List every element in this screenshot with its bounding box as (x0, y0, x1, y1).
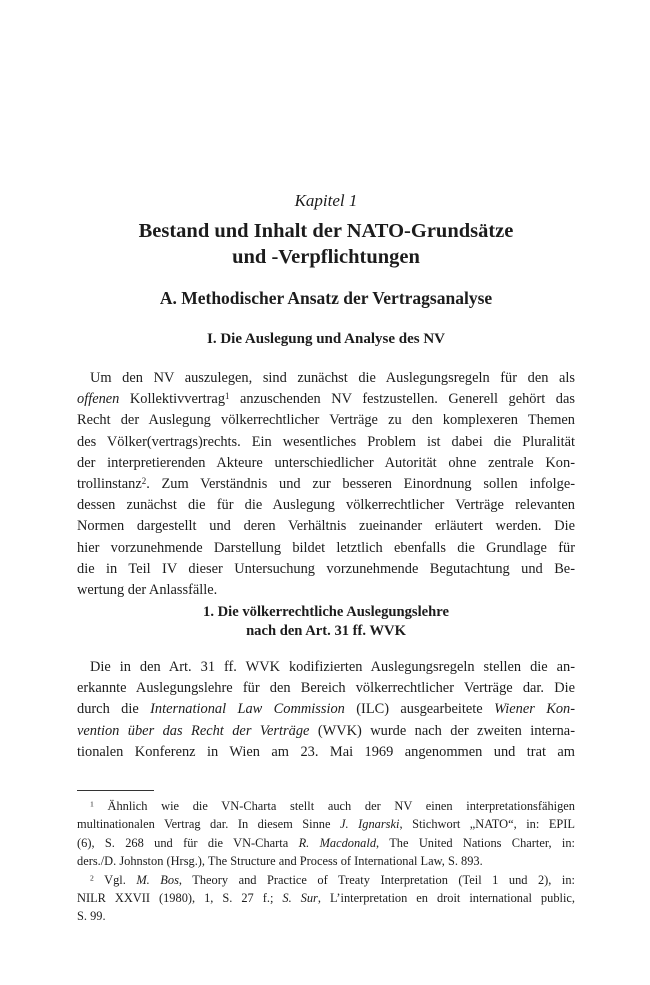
text-run: Ähnlich wie die VN-Charta stellt auch der NV einen interpretationsfähigen (93, 799, 575, 813)
italic-author: M. Bos (136, 872, 179, 887)
text-run: durch die (77, 701, 151, 718)
footnote-1-line (77, 797, 575, 815)
text-line: Um den NV auszulegen, sind zunächst die Auslegungsregeln für den als (90, 370, 575, 386)
text-line: der interpretierenden Akteure unterschiedlicher Autorität ohne zentrale Kon- (77, 454, 575, 471)
text-line: die in Teil IV dieser Untersuchung vorzunehmende Begutachtung und Be- (77, 560, 575, 577)
footnote-ref-1[interactable]: 1 (225, 391, 230, 402)
section-a-heading: A. Methodischer Ansatz der Vertragsanalyse (159, 288, 493, 308)
footnote-number: 2 (90, 873, 94, 883)
subsection-1-line-2: nach den Art. 31 ff. WVK (246, 623, 406, 639)
text-line (77, 699, 575, 720)
text-line: Die in den Art. 31 ff. WVK kodifizierten Auslegungsregeln stellen die an- (90, 659, 575, 675)
text-run: multinationalen Vertrag dar. In diesem Sinne (77, 817, 341, 832)
text-run: (WVK) wurde nach der zweiten interna- (309, 722, 575, 739)
italic-author: S. Sur (282, 891, 318, 906)
text-line: Normen dargestellt und deren Verhältnis zueinander erläutert werden. Die (77, 518, 575, 535)
text-run: (ILC) ausgearbeitete (344, 701, 495, 718)
chapter-label: Kapitel 1 (294, 191, 358, 210)
chapter-title (77, 218, 575, 270)
paragraph-1 (77, 368, 575, 601)
section-i-heading: I. Die Auslegung und Analyse des NV (207, 331, 445, 347)
text-run: trollinstanz (77, 476, 142, 493)
text-run: . Zum Verständnis und zur besseren Einordnung sollen infolge- (146, 476, 575, 493)
text-line: wertung der Anlassfälle. (77, 582, 218, 599)
footnote-1-line: ders./D. Johnston (Hrsg.), The Structure and Process of International Law, S. 893. (77, 854, 483, 869)
text-run: (6), S. 268 und für die VN-Charta (77, 835, 299, 850)
footnote-ref-2[interactable]: 2 (141, 476, 147, 486)
text-line: des Völker(vertrags)rechts. Ein wesentliches Problem ist dabei die Pluralität (77, 433, 575, 450)
text-line (77, 474, 575, 495)
text-line (77, 721, 575, 742)
footnote-2-line: S. 99. (77, 909, 106, 924)
text-line: erkannte Auslegungslehre für den Bereich völkerrechtlicher Verträge dar. Die (77, 680, 575, 697)
chapter-title-line-2: und -Verpflichtungen (232, 246, 420, 268)
italic-term: offenen (77, 391, 120, 408)
footnote-1-line (77, 834, 575, 852)
italic-author: R. Macdonald (298, 835, 377, 850)
footnote-2-line (77, 871, 575, 889)
text-line: Recht der Auslegung völkerrechtlicher Verträge zu den komplexeren Themen (77, 412, 575, 429)
italic-term: Wiener Kon- (494, 701, 576, 718)
text-line: dessen zunächst die für die Auslegung völkerrechtlicher Verträge relevanten (77, 497, 575, 514)
text-run: , The United Nations Charter, in: (376, 835, 575, 850)
footnote-1-line (77, 815, 575, 833)
paragraph-2 (77, 657, 575, 763)
text-run: anzuschenden NV festzustellen. Generell gehört das (229, 391, 575, 408)
text-run: , L’interpretation en droit international public, (317, 891, 576, 906)
italic-author: J. Ignarski (340, 817, 400, 832)
text-line: hier vorzunehmende Darstellung bildet letztlich ebenfalls die Grundlage für (77, 539, 575, 556)
subsection-1-line-1: 1. Die völkerrechtliche Auslegungslehre (203, 604, 449, 620)
footnote-2-line (77, 889, 575, 907)
text-run: , Stichwort „NATO“, in: EPIL (399, 817, 575, 832)
footnote-number: 1 (90, 799, 94, 809)
text-run: , Theory and Practice of Treaty Interpretation (Teil 1 und 2), in: (178, 872, 576, 887)
footnote-divider (77, 790, 154, 791)
italic-term: International Law Commission (150, 701, 345, 718)
text-line: tionalen Konferenz in Wien am 23. Mai 1969 angenommen und trat am (77, 743, 575, 760)
text-run: Kollektivvertrag (119, 391, 226, 408)
text-line (77, 389, 575, 410)
footnotes (77, 797, 575, 926)
italic-term: vention über das Recht der Verträge (77, 722, 310, 739)
subsection-1-heading (77, 603, 575, 641)
chapter-title-line-1: Bestand und Inhalt der NATO-Grundsätze (138, 220, 514, 242)
text-run: Vgl. (93, 872, 137, 887)
text-run: NILR XXVII (1980), 1, S. 27 f.; (77, 891, 283, 906)
